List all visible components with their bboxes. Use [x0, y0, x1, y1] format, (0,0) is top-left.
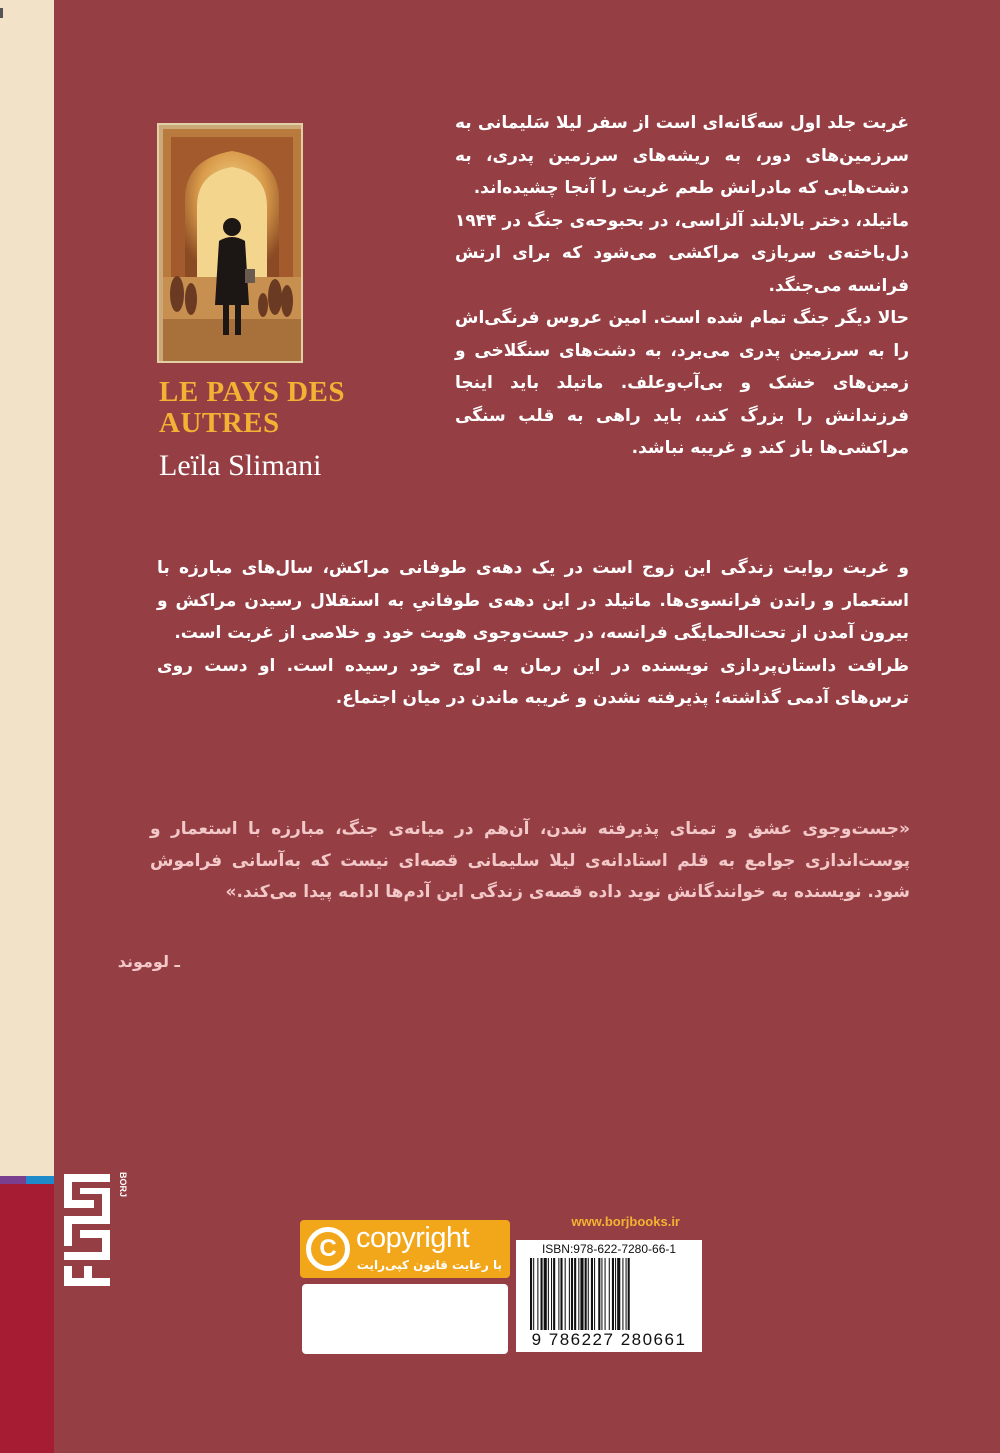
barcode-bar: [622, 1258, 623, 1330]
description-paragraph: ماتیلد، دختر بالابلند آلزاسی، در بحبوحه‌ی جنگ در ۱۹۴۴ دل‌باخته‌ی سربازی مراکشی می‌شود که برای ارتش فرانسه می‌جنگد.: [455, 210, 909, 296]
publisher-logo: [62, 1166, 128, 1288]
spine-stripe-blue: [26, 1176, 54, 1184]
review-quote: «جست‌وجوی عشق و تمنای پذیرفته شدن، آن‌هم در میانه‌ی جنگ، مبارزه با استعمار و پوست‌اندازی جوامع به قلم استادانه‌ی لیلا سلیمانی قصه‌ای نیست که به‌آسانی فراموش شود. نویسنده به خوانندگانش نوید داده قصه‌ی زندگی این آدم‌ها ادامه پیدا می‌کند.»: [150, 819, 910, 902]
description-paragraph: و غربت روایت زندگی این زوج است در یک دهه‌ی طوفانی مراکش، سال‌های مبارزه با استعمار و راندن فرانسوی‌ها. ماتیلد در این دهه‌ی طوفانیِ به استقلال رسیدن مراکش و بیرون آمدن از تحت‌الحمایگی فرانسه، در جست‌وجوی هویت خود و خلاصی از غربت است.: [157, 558, 909, 643]
barcode-bar: [594, 1258, 595, 1330]
quote-source: ـ لوموند: [117, 952, 180, 971]
barcode-box: [516, 1240, 702, 1352]
barcode-bar: [533, 1258, 534, 1330]
barcode-bar: [553, 1258, 555, 1330]
barcode-bar: [580, 1258, 583, 1330]
barcode-bar: [609, 1258, 610, 1330]
barcode-bar: [591, 1258, 593, 1330]
barcode-bar: [560, 1258, 562, 1330]
description-paragraph: حالا دیگر جنگ تمام شده است. امین عروس فرنگی‌اش را به سرزمین پدری می‌برد، به دشت‌های سنگلاخی و زمین‌های خشک و بی‌آب‌وعلف. ماتیلد باید اینجا فرزندانش را بزرگ کند، باید راهی به قلب سنگی مراکشی‌ها باز کند و غریبه نباشد.: [455, 308, 909, 458]
barcode-bar: [558, 1258, 559, 1330]
original-cover-thumbnail: [157, 123, 303, 363]
spine-stripe-purple: [0, 1176, 26, 1184]
description-paragraph: غربت جلد اول سه‌گانه‌ای است از سفر لیلا سَلیمانی به سرزمین‌های دور، به ریشه‌های سرزمین پدری، به دشت‌هایی که مادرانش طعم غربت را آنجا چشیده‌اند.: [455, 113, 909, 198]
barcode-bar: [578, 1258, 579, 1330]
barcode-bar: [537, 1258, 538, 1330]
barcode-bar: [628, 1258, 630, 1330]
barcode-bar: [565, 1258, 566, 1330]
barcode-bar: [544, 1258, 547, 1330]
barcode-bar: [574, 1258, 576, 1330]
barcode-bar: [588, 1258, 589, 1330]
copyright-icon: C: [306, 1227, 350, 1271]
barcode-bar: [585, 1258, 587, 1330]
moroccan-gate-illustration: [163, 129, 301, 361]
barcode-bar: [626, 1258, 627, 1330]
barcode-bar: [615, 1258, 616, 1330]
price-blank-box: [302, 1284, 508, 1354]
isbn-label: ISBN:978-622-7280-66-1: [541, 1242, 677, 1256]
barcode-bar: [612, 1258, 614, 1330]
barcode-bar: [598, 1258, 600, 1330]
barcode-bar: [617, 1258, 620, 1330]
spine-tick: [0, 8, 3, 18]
copyright-persian: با رعایت قانون کپی‌رایت: [356, 1258, 502, 1272]
barcode-bar: [548, 1258, 549, 1330]
cover-photo-illustration: [163, 129, 297, 357]
description-wide: [157, 552, 909, 715]
barcode-bar: [569, 1258, 570, 1330]
barcode-number: 9 786227 280661: [531, 1330, 687, 1349]
barcode-bar: [551, 1258, 552, 1330]
barcode-bar: [571, 1258, 573, 1330]
copyright-badge: [300, 1220, 510, 1278]
barcode-icon: [528, 1258, 690, 1330]
barcode-bar: [605, 1258, 606, 1330]
spine-red-band: [0, 1176, 54, 1453]
barcode-bar: [530, 1258, 532, 1330]
copyright-word: copyright: [356, 1222, 470, 1254]
description-column: [455, 107, 909, 465]
english-title: LE PAYS DES AUTRES: [159, 376, 346, 439]
barcode-bar: [541, 1258, 543, 1330]
publisher-website: www.borjbooks.ir: [571, 1214, 680, 1229]
description-paragraph: ظرافت داستان‌پردازی نویسنده در این رمان به اوج خود رسیده است. او دست روی ترس‌های آدمی گذاشته؛ پذیرفته نشدن و غریبه ماندن در میان اجتماع.: [157, 655, 909, 708]
publisher-logo-text: BORJ: [118, 1172, 128, 1198]
barcode-bar: [601, 1258, 602, 1330]
english-author: Leïla Slimani: [159, 449, 322, 482]
